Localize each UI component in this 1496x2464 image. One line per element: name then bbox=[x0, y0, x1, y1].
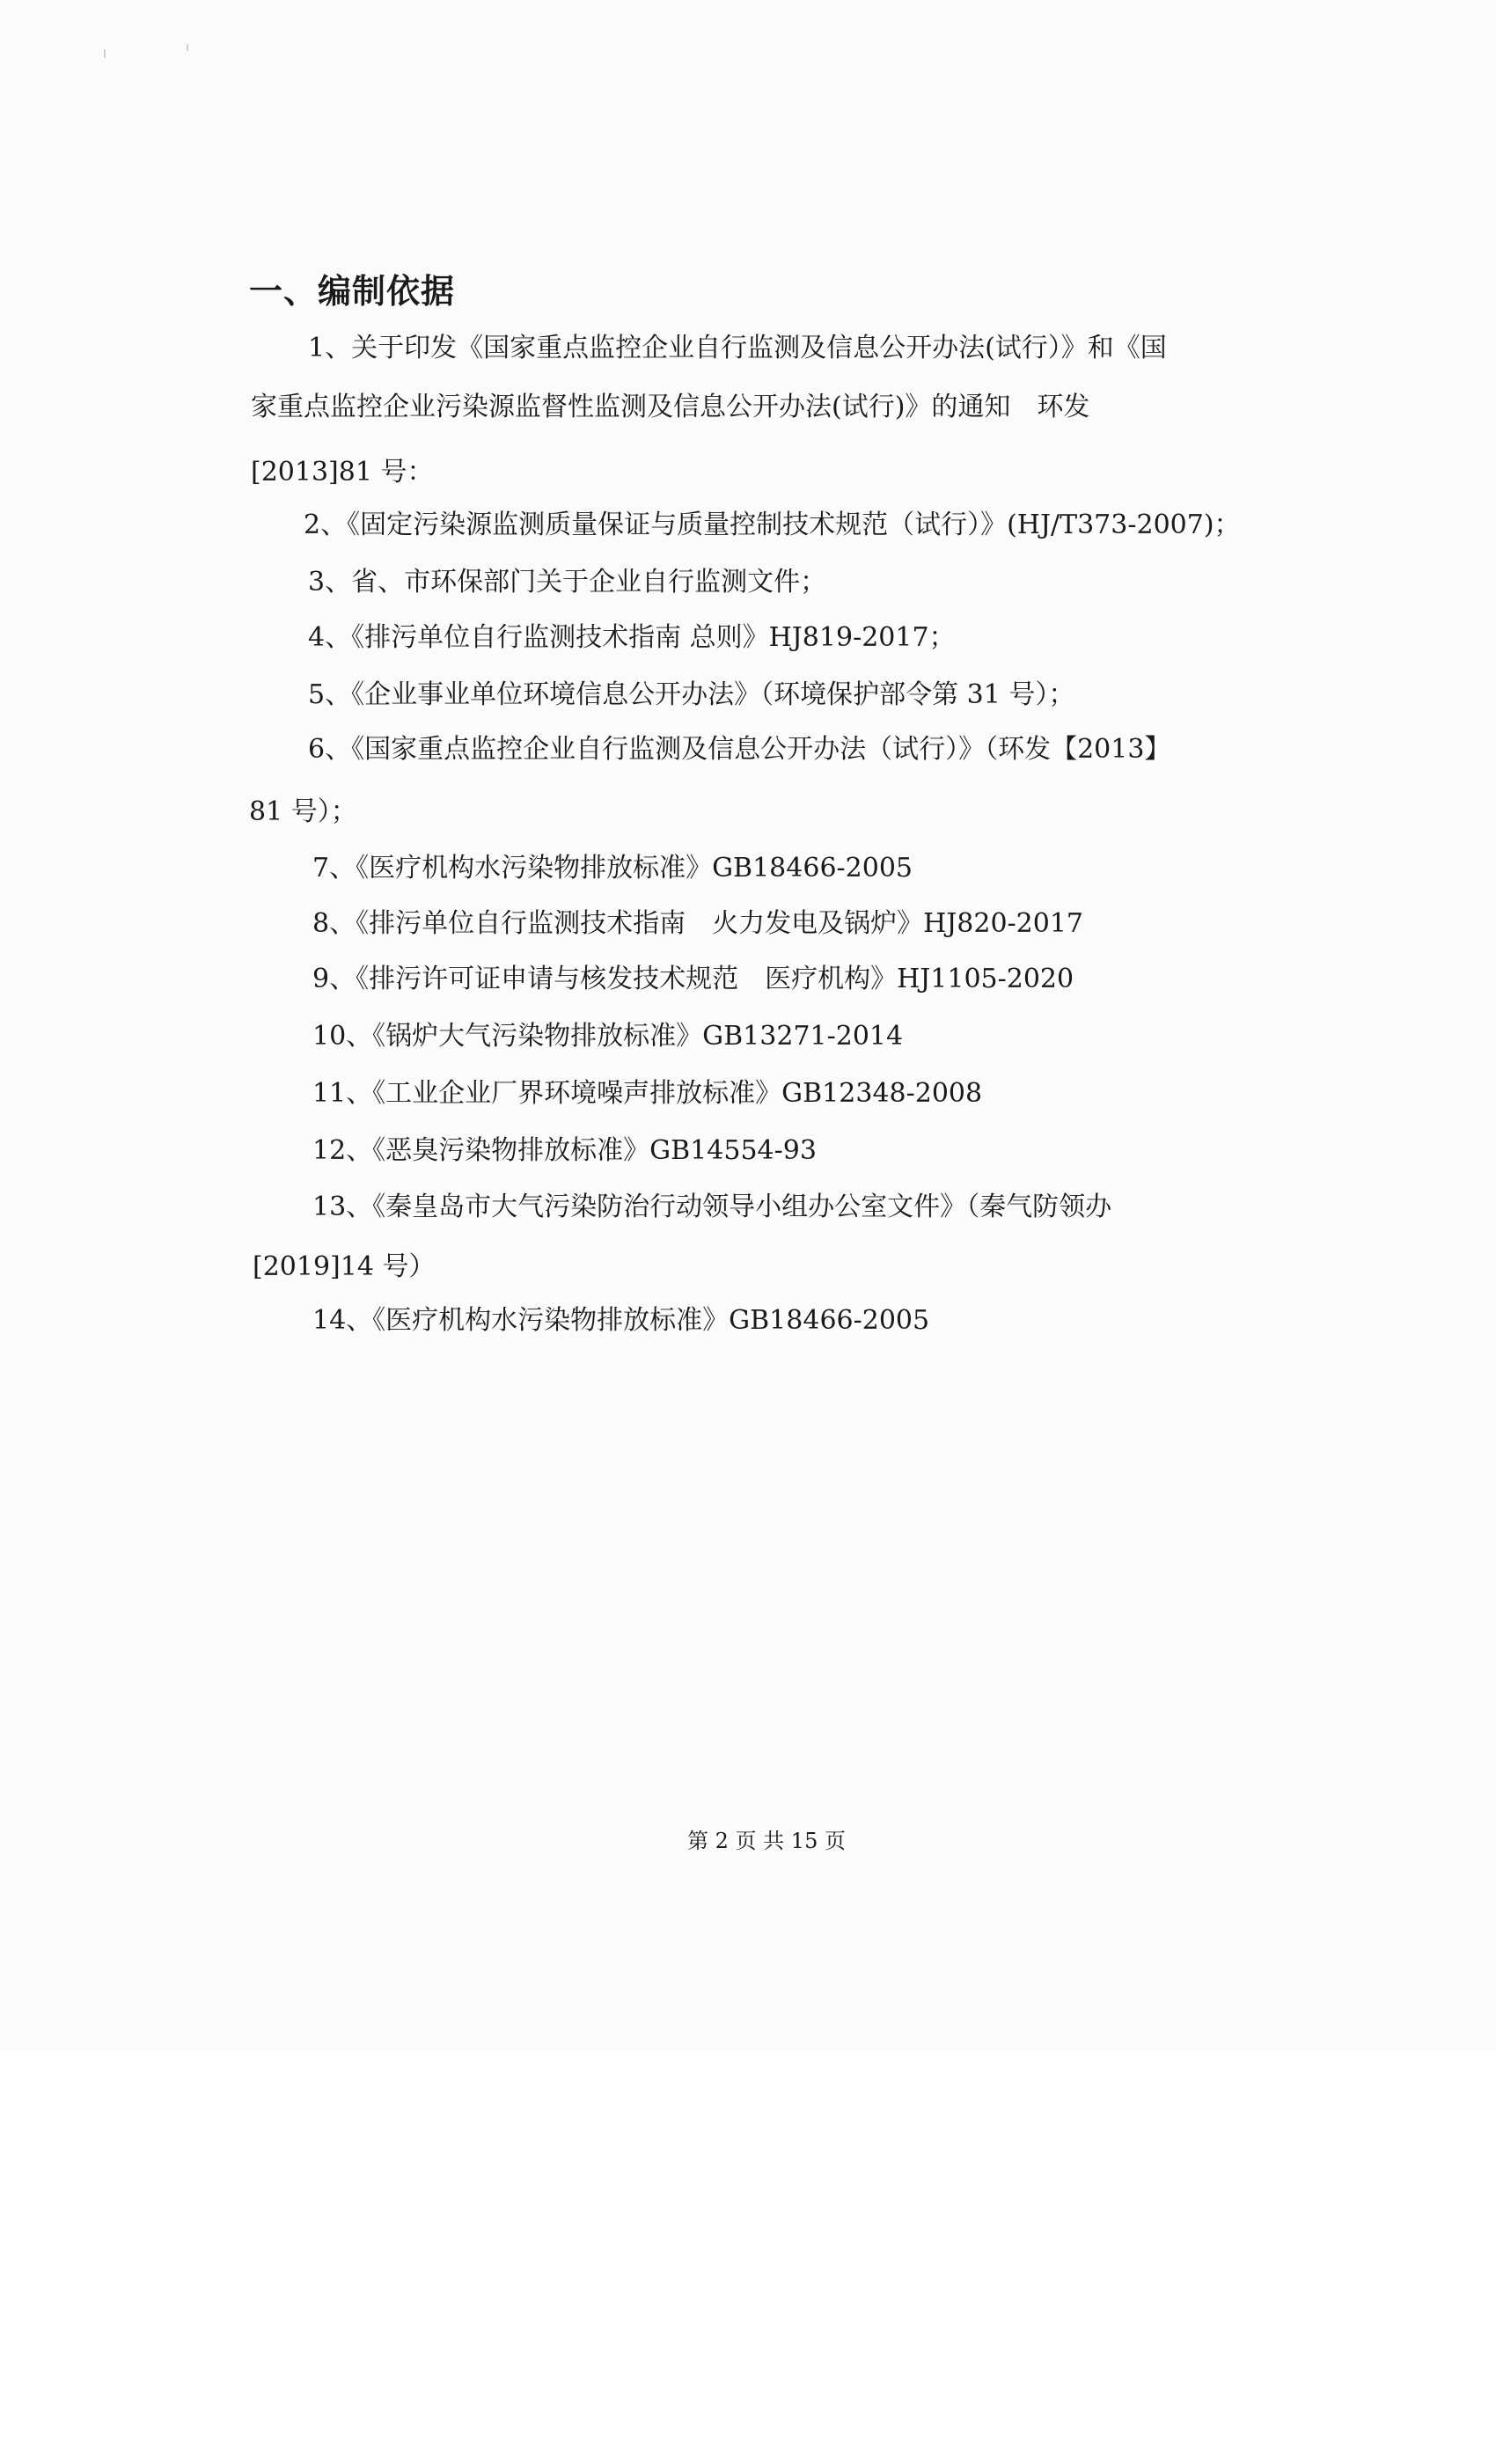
basis-line: 81 号）； bbox=[249, 796, 357, 827]
basis-line: 13、《秦皇岛市大气污染防治行动领导小组办公室文件》（秦气防领办 bbox=[312, 1192, 1112, 1222]
basis-line: 8、《排污单位自行监测技术指南 火力发电及锅炉》HJ820-2017 bbox=[312, 908, 1084, 939]
basis-line: 9、《排污许可证申请与核发技术规范 医疗机构》HJ1105-2020 bbox=[312, 964, 1074, 994]
basis-line: 14、《医疗机构水污染物排放标准》GB18466-2005 bbox=[312, 1305, 930, 1336]
basis-line: 7、《医疗机构水污染物排放标准》GB18466-2005 bbox=[312, 853, 913, 884]
basis-line: 6、《国家重点监控企业自行监测及信息公开办法（试行）》（环发【2013】 bbox=[308, 734, 1171, 765]
basis-line: 1、关于印发《国家重点监控企业自行监测及信息公开办法(试行）》和《国 bbox=[308, 333, 1167, 363]
basis-line: 11、《工业企业厂界环境噪声排放标准》GB12348-2008 bbox=[312, 1078, 983, 1109]
basis-line: 2、《固定污染源监测质量保证与质量控制技术规范（试行）》(HJ/T373-2007)； bbox=[304, 510, 1241, 540]
section-heading: 一、编制依据 bbox=[249, 272, 456, 311]
basis-line: 10、《锅炉大气污染物排放标准》GB13271-2014 bbox=[312, 1021, 904, 1052]
basis-line: 家重点监控企业污染源监督性监测及信息公开办法(试行)》的通知 环发 bbox=[251, 392, 1090, 422]
scan-mark bbox=[104, 49, 106, 58]
basis-line: 5、《企业事业单位环境信息公开办法》（环境保护部令第 31 号）； bbox=[308, 679, 1075, 710]
basis-line: 4、《排污单位自行监测技术指南 总则》HJ819-2017； bbox=[308, 622, 956, 653]
basis-line: 3、省、市环保部门关于企业自行监测文件； bbox=[308, 567, 827, 598]
basis-line: [2013]81 号： bbox=[251, 457, 434, 488]
page-footer: 第 2 页 共 15 页 bbox=[687, 1829, 846, 1853]
scan-mark bbox=[187, 44, 188, 51]
basis-line: [2019]14 号） bbox=[253, 1251, 436, 1282]
basis-line: 12、《恶臭污染物排放标准》GB14554-93 bbox=[312, 1135, 817, 1166]
